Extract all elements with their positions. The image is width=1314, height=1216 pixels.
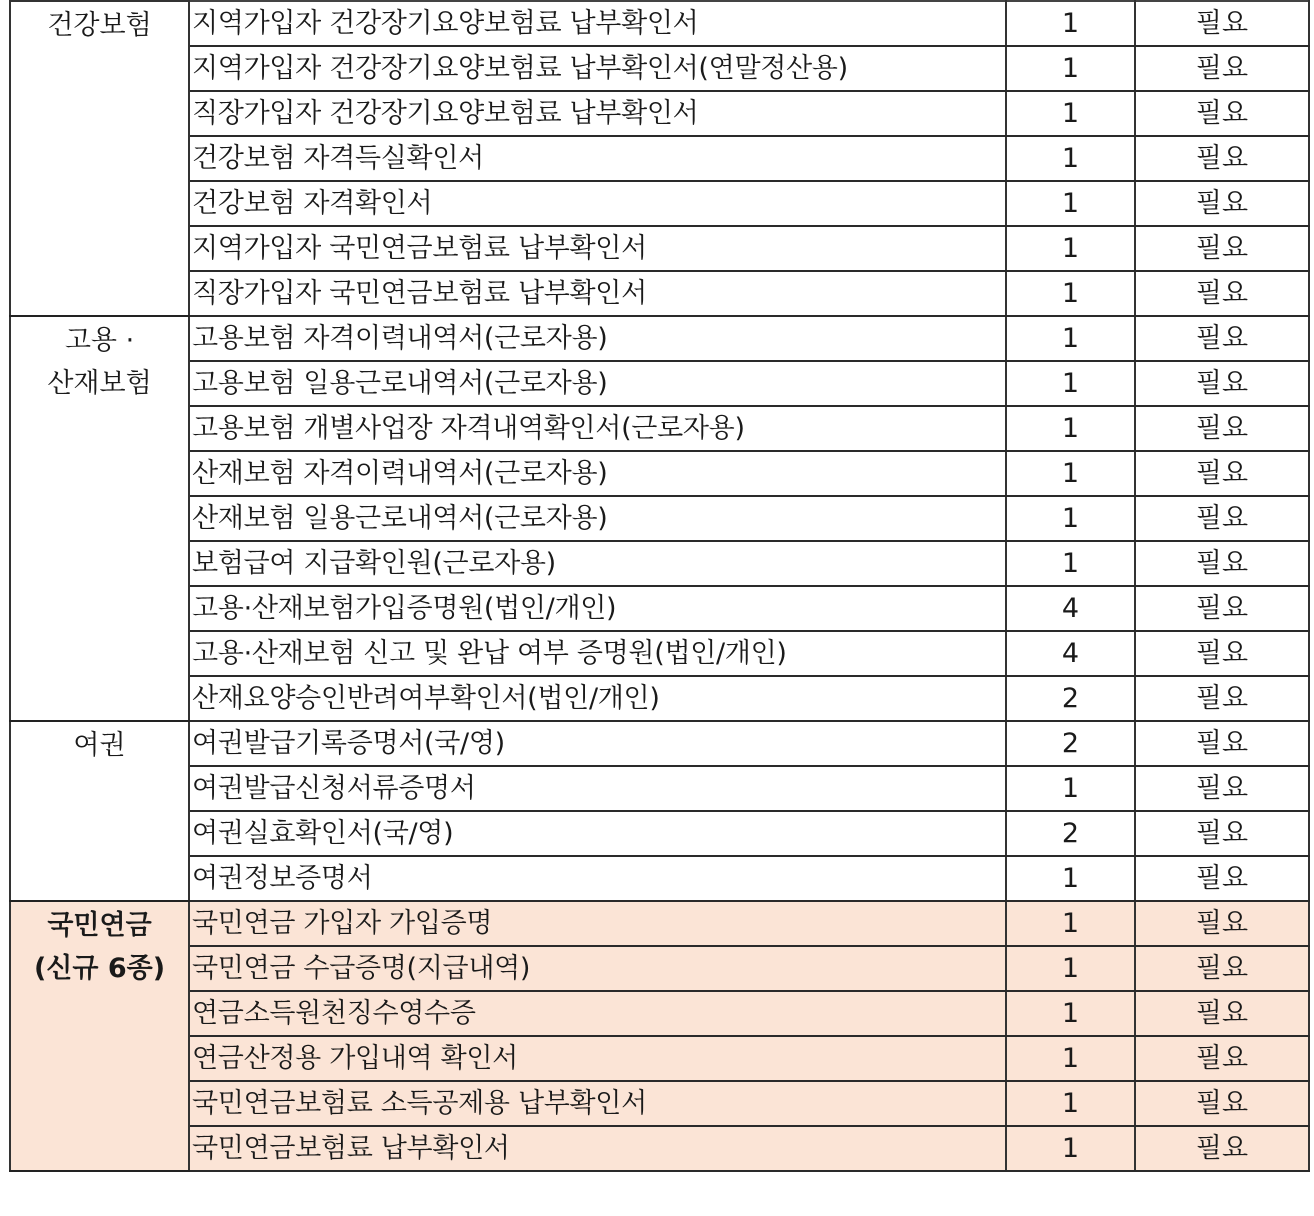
table-row — [10, 1126, 1309, 1171]
category-label: 건강보험 — [47, 10, 152, 41]
document-name: 산재요양승인반려여부확인서(법인/개인) — [189, 676, 1006, 721]
document-count: 1 — [1006, 316, 1135, 361]
table-row — [10, 1081, 1309, 1126]
requirement-status: 필요 — [1135, 946, 1309, 991]
requirement-status: 필요 — [1135, 811, 1309, 856]
requirement-status: 필요 — [1135, 181, 1309, 226]
document-name: 고용보험 개별사업장 자격내역확인서(근로자용) — [189, 406, 1006, 451]
document-count: 4 — [1006, 631, 1135, 676]
document-count: 1 — [1006, 496, 1135, 541]
table-row — [10, 631, 1309, 676]
document-name: 국민연금보험료 납부확인서 — [189, 1126, 1006, 1171]
document-count: 1 — [1006, 1081, 1135, 1126]
document-name: 건강보험 자격확인서 — [189, 181, 1006, 226]
document-count: 2 — [1006, 676, 1135, 721]
document-count: 4 — [1006, 586, 1135, 631]
requirement-status: 필요 — [1135, 406, 1309, 451]
requirement-status: 필요 — [1135, 271, 1309, 316]
category-label: 산재보험 — [47, 368, 152, 399]
document-count: 1 — [1006, 991, 1135, 1036]
document-count: 1 — [1006, 46, 1135, 91]
table-row — [10, 901, 1309, 946]
requirement-status: 필요 — [1135, 766, 1309, 811]
document-count: 2 — [1006, 721, 1135, 766]
category-label: 여권 — [73, 730, 126, 761]
requirement-status: 필요 — [1135, 91, 1309, 136]
table-row — [10, 721, 1309, 766]
document-count: 1 — [1006, 1036, 1135, 1081]
document-name: 여권발급기록증명서(국/영) — [189, 721, 1006, 766]
category-cell — [10, 316, 189, 721]
requirement-status: 필요 — [1135, 1, 1309, 46]
table-row — [10, 361, 1309, 406]
table-row — [10, 91, 1309, 136]
table-row — [10, 181, 1309, 226]
document-name: 국민연금 가입자 가입증명 — [189, 901, 1006, 946]
document-count: 1 — [1006, 856, 1135, 901]
requirement-status: 필요 — [1135, 316, 1309, 361]
table-row — [10, 1036, 1309, 1081]
table-row — [10, 406, 1309, 451]
document-count: 1 — [1006, 451, 1135, 496]
document-name: 직장가입자 건강장기요양보험료 납부확인서 — [189, 91, 1006, 136]
category-label: 고용 · — [64, 325, 135, 356]
document-name: 고용·산재보험가입증명원(법인/개인) — [189, 586, 1006, 631]
document-count: 1 — [1006, 361, 1135, 406]
table-row — [10, 946, 1309, 991]
requirement-status: 필요 — [1135, 1126, 1309, 1171]
document-count: 1 — [1006, 901, 1135, 946]
category-cell — [10, 901, 189, 1171]
requirement-status: 필요 — [1135, 361, 1309, 406]
document-requirements-table — [9, 0, 1310, 1172]
table-row — [10, 496, 1309, 541]
requirement-status: 필요 — [1135, 721, 1309, 766]
category-label: 국민연금 — [47, 910, 152, 941]
document-name: 여권실효확인서(국/영) — [189, 811, 1006, 856]
table-row — [10, 766, 1309, 811]
document-count: 1 — [1006, 91, 1135, 136]
document-count: 1 — [1006, 1, 1135, 46]
document-name: 국민연금 수급증명(지급내역) — [189, 946, 1006, 991]
requirement-status: 필요 — [1135, 541, 1309, 586]
document-name: 연금소득원천징수영수증 — [189, 991, 1006, 1036]
document-count: 2 — [1006, 811, 1135, 856]
document-count: 1 — [1006, 136, 1135, 181]
requirement-status: 필요 — [1135, 901, 1309, 946]
requirement-status: 필요 — [1135, 631, 1309, 676]
document-name: 여권정보증명서 — [189, 856, 1006, 901]
document-count: 1 — [1006, 946, 1135, 991]
document-count: 1 — [1006, 181, 1135, 226]
document-name: 국민연금보험료 소득공제용 납부확인서 — [189, 1081, 1006, 1126]
requirement-status: 필요 — [1135, 676, 1309, 721]
document-count: 1 — [1006, 271, 1135, 316]
requirement-status: 필요 — [1135, 1036, 1309, 1081]
document-count: 1 — [1006, 766, 1135, 811]
document-name: 고용·산재보험 신고 및 완납 여부 증명원(법인/개인) — [189, 631, 1006, 676]
table-row — [10, 811, 1309, 856]
document-name: 지역가입자 건강장기요양보험료 납부확인서 — [189, 1, 1006, 46]
category-cell — [10, 1, 189, 316]
requirement-status: 필요 — [1135, 496, 1309, 541]
table-row — [10, 586, 1309, 631]
document-name: 여권발급신청서류증명서 — [189, 766, 1006, 811]
document-name: 고용보험 일용근로내역서(근로자용) — [189, 361, 1006, 406]
document-name: 지역가입자 국민연금보험료 납부확인서 — [189, 226, 1006, 271]
document-name: 지역가입자 건강장기요양보험료 납부확인서(연말정산용) — [189, 46, 1006, 91]
table-row — [10, 676, 1309, 721]
document-name: 보험급여 지급확인원(근로자용) — [189, 541, 1006, 586]
category-cell — [10, 721, 189, 901]
table-row — [10, 271, 1309, 316]
document-name: 직장가입자 국민연금보험료 납부확인서 — [189, 271, 1006, 316]
table-row — [10, 856, 1309, 901]
table-row — [10, 136, 1309, 181]
requirement-status: 필요 — [1135, 1081, 1309, 1126]
document-name: 산재보험 자격이력내역서(근로자용) — [189, 451, 1006, 496]
document-count: 1 — [1006, 226, 1135, 271]
table-row — [10, 1, 1309, 46]
requirement-status: 필요 — [1135, 46, 1309, 91]
requirement-status: 필요 — [1135, 226, 1309, 271]
document-name: 연금산정용 가입내역 확인서 — [189, 1036, 1006, 1081]
table-row — [10, 226, 1309, 271]
document-count: 1 — [1006, 1126, 1135, 1171]
requirement-status: 필요 — [1135, 451, 1309, 496]
table-row — [10, 46, 1309, 91]
requirement-status: 필요 — [1135, 586, 1309, 631]
requirement-status: 필요 — [1135, 136, 1309, 181]
document-count: 1 — [1006, 406, 1135, 451]
table-row — [10, 451, 1309, 496]
category-label: (신규 6종) — [33, 953, 166, 984]
document-count: 1 — [1006, 541, 1135, 586]
document-name: 산재보험 일용근로내역서(근로자용) — [189, 496, 1006, 541]
table-row — [10, 316, 1309, 361]
requirement-status: 필요 — [1135, 991, 1309, 1036]
table-row — [10, 991, 1309, 1036]
table-row — [10, 541, 1309, 586]
document-name: 고용보험 자격이력내역서(근로자용) — [189, 316, 1006, 361]
table-body — [10, 1, 1309, 1171]
requirement-status: 필요 — [1135, 856, 1309, 901]
document-name: 건강보험 자격득실확인서 — [189, 136, 1006, 181]
